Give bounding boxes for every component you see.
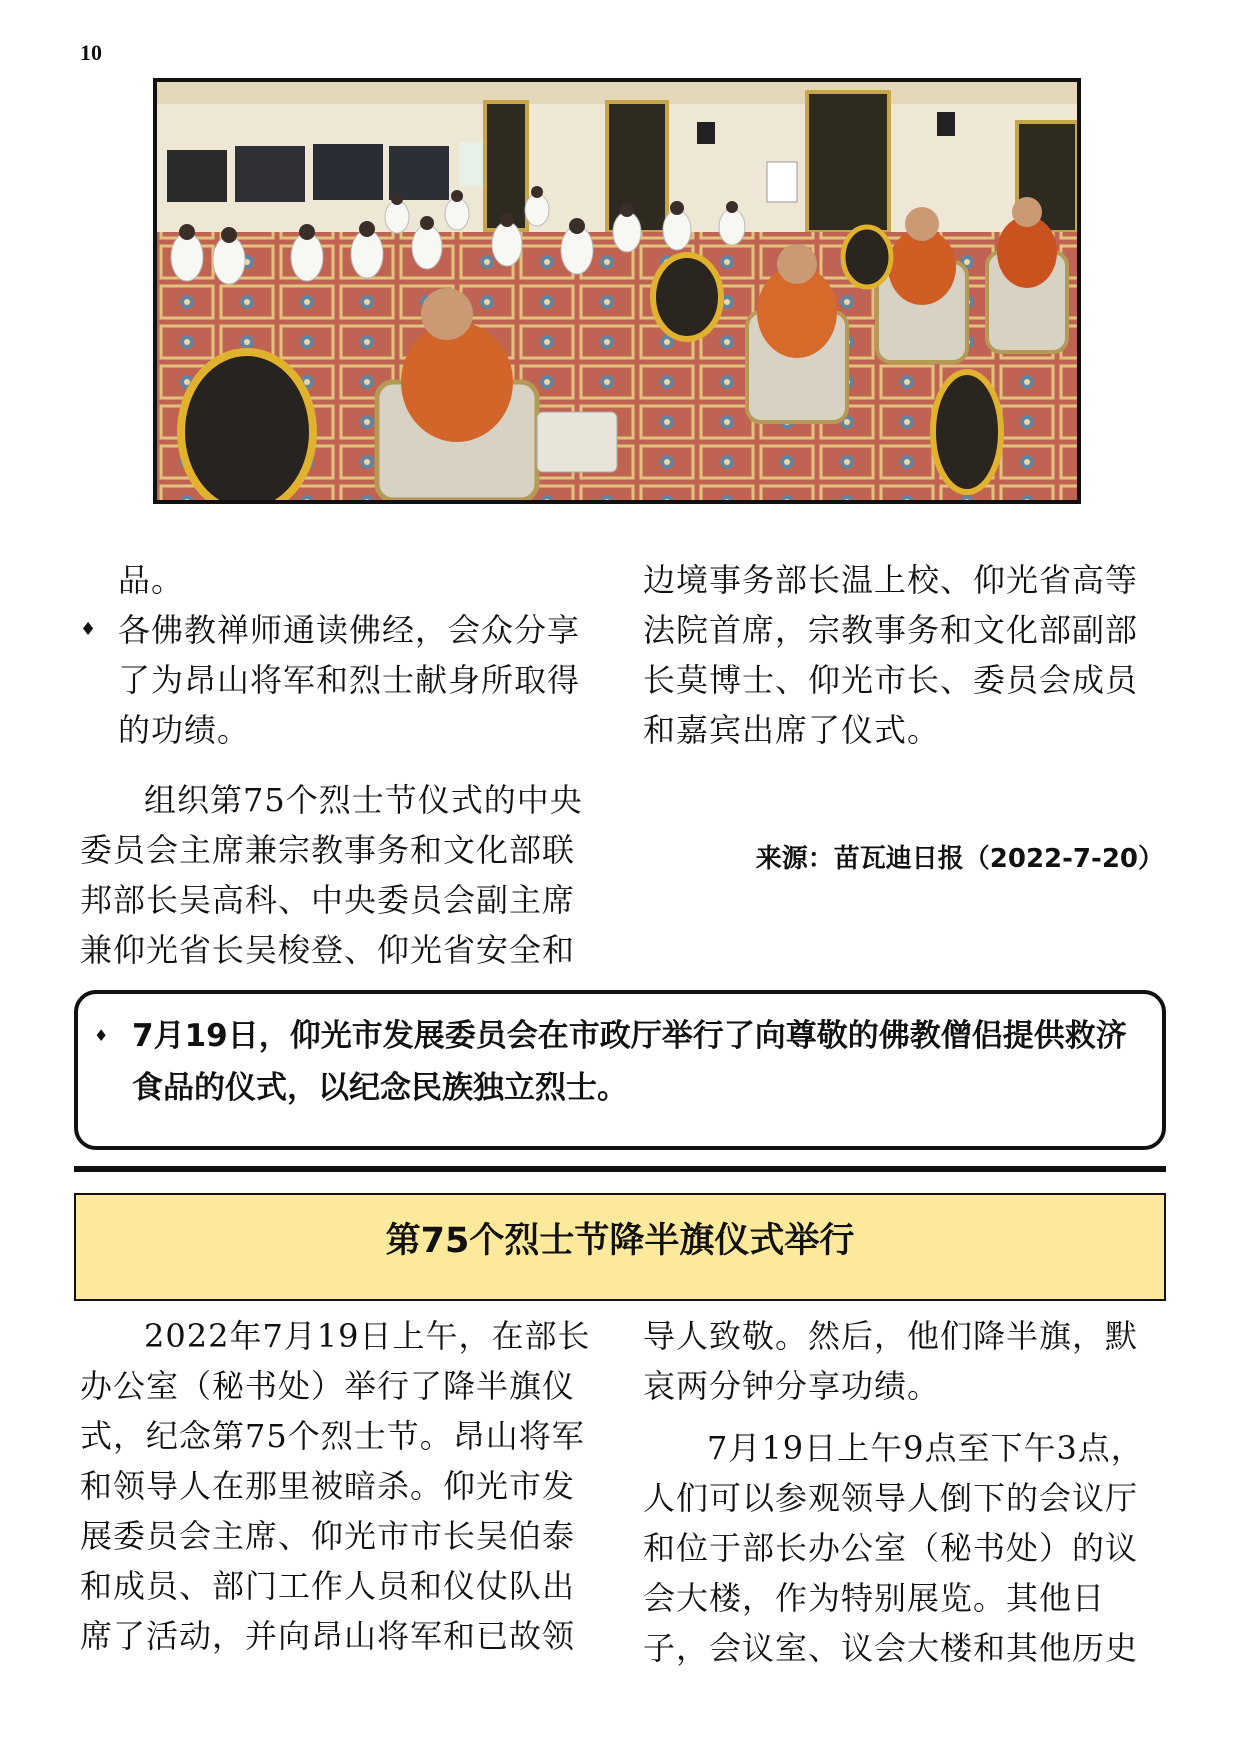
diamond-bullet-icon: ♦ xyxy=(94,1026,109,1045)
paragraph: 2022年7月19日上午，在部长办公室（秘书处）举行了降半旗仪式，纪念第75个烈士节。昂山将军和领导人在那里被暗杀。仰光市发展委员会主席、仰光市市长吴伯泰和成员、部门工作人员和仪仗队出席了活动，并向昂山将军和已故领 xyxy=(80,1317,591,1655)
ceremony-photo xyxy=(153,78,1081,504)
article1-right-column xyxy=(643,555,1168,755)
article2-left-column xyxy=(80,1311,605,1661)
source-citation: 来源：苗瓦迪日报（2022-7-20） xyxy=(755,844,1164,874)
article1-left-column xyxy=(80,555,605,975)
notice-text: 7月19日，仰光市发展委员会在市政厅举行了向尊敬的佛教僧侣提供救济食品的仪式，以纪念民族独立烈士。 xyxy=(132,1018,1127,1106)
diamond-bullet-icon: ♦ xyxy=(80,619,98,640)
article-headline: 第75个烈士节降半旗仪式举行 xyxy=(74,1193,1166,1301)
ceremony-photo-illustration xyxy=(157,82,1077,500)
bullet-item xyxy=(80,605,605,755)
page-number: 10 xyxy=(80,40,102,65)
paragraph: 7月19日上午9点至下午3点，人们可以参观领导人倒下的会议厅和位于部长办公室（秘书处）的议会大楼，作为特别展览。其他日子，会议室、议会大楼和其他历史 xyxy=(643,1429,1144,1667)
paragraph: 导人致敬。然后，他们降半旗，默哀两分钟分享功绩。 xyxy=(643,1317,1139,1405)
notice-box xyxy=(74,990,1166,1150)
continued-text: 品。 xyxy=(118,561,185,599)
bullet-text: 各佛教禅师通读佛经，会众分享了为昂山将军和烈士献身所取得的功绩。 xyxy=(118,611,581,749)
article2-right-column xyxy=(643,1311,1168,1673)
paragraph: 边境事务部长温上校、仰光省高等法院首席，宗教事务和文化部副部长莫博士、仰光市长、委员会成员和嘉宾出席了仪式。 xyxy=(643,561,1139,749)
section-divider xyxy=(74,1166,1166,1172)
paragraph: 组织第75个烈士节仪式的中央委员会主席兼宗教事务和文化部联邦部长吴高科、中央委员会副主席兼仰光省长吴梭登、仰光省安全和 xyxy=(80,781,583,969)
